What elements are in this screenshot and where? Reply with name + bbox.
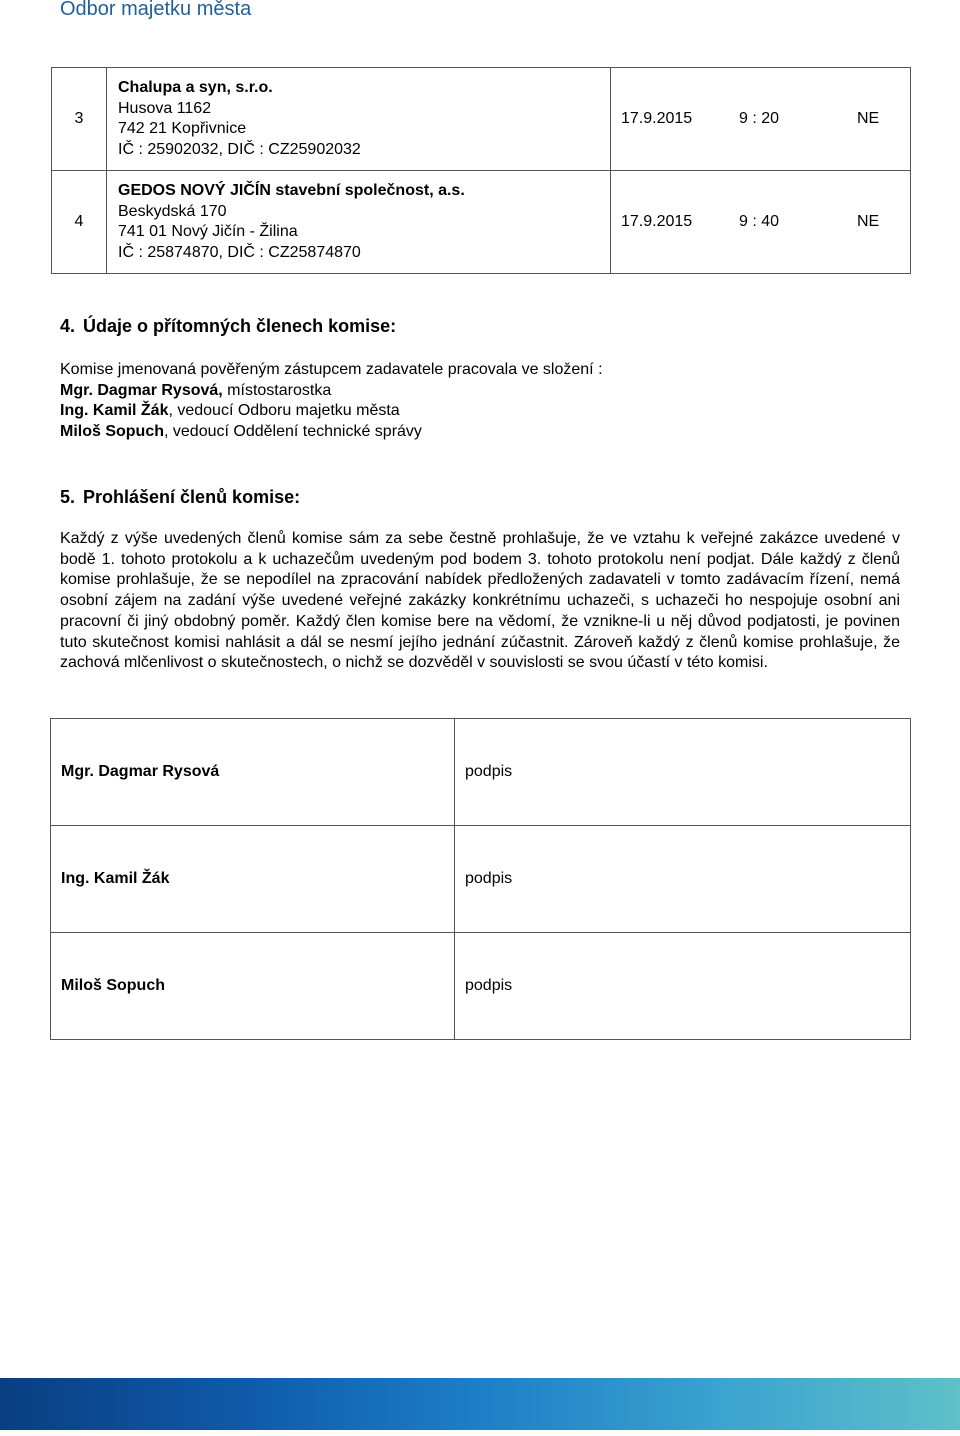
table-row [51, 826, 911, 933]
bidder-time: 9 : 20 [739, 110, 780, 127]
bidders-table [51, 67, 911, 274]
bidder-company-name: Chalupa a syn, s.r.o. [118, 79, 273, 96]
signatory-name: Miloš Sopuch [51, 933, 455, 1040]
signatory-name: Ing. Kamil Žák [51, 826, 455, 933]
section-number: 5. [60, 487, 76, 507]
bidder-info [107, 68, 611, 171]
signatory-name: Mgr. Dagmar Rysová [51, 719, 455, 826]
bidder-address-line2: 741 01 Nový Jičín - Žilina [118, 223, 298, 240]
member-role: místostarostka [222, 381, 332, 399]
signature-field: podpis [455, 933, 911, 1040]
signature-field: podpis [455, 719, 911, 826]
bidder-flag: NE [857, 110, 880, 127]
signature-table [50, 718, 911, 1040]
table-row [51, 933, 911, 1040]
signature-field: podpis [455, 826, 911, 933]
bidder-time: 9 : 40 [739, 213, 780, 230]
bidder-ids: IČ : 25874870, DIČ : CZ25874870 [118, 243, 361, 261]
member-name: Mgr. Dagmar Rysová, [60, 381, 223, 399]
footer-decorative-bar [0, 1378, 960, 1430]
section-title: Údaje o přítomných členech komise: [83, 316, 397, 336]
bidder-submission [611, 68, 911, 171]
section-declaration [60, 487, 900, 674]
bidder-submission [611, 171, 911, 274]
section-heading [60, 316, 900, 337]
bidder-ids: IČ : 25902032, DIČ : CZ25902032 [118, 140, 361, 158]
bidder-company-name: GEDOS NOVÝ JIČÍN stavební společnost, a.s. [118, 182, 465, 199]
bidder-address-line1: Beskydská 170 [118, 202, 227, 220]
bidder-address-line2: 742 21 Kopřivnice [118, 120, 247, 137]
table-row [52, 171, 911, 274]
page-header-title: Odbor majetku města [60, 0, 252, 20]
table-row [51, 719, 911, 826]
bidder-date: 17.9.2015 [621, 110, 693, 127]
bidder-info [107, 171, 611, 274]
bidder-number: 3 [52, 68, 107, 171]
member-line [60, 401, 900, 422]
member-role: , vedoucí Oddělení technické správy [164, 423, 422, 441]
bidder-flag: NE [857, 213, 880, 230]
declaration-text: Každý z výše uvedených členů komise sám za sebe čestně prohlašuje, že ve vztahu k veřejné zakázce uvedené v bodě 1. tohoto protokolu a k uchazečům uvedeným pod bodem 3. tohoto protokolu není podjat. Dále každý z členů komise prohlašuje, že se nepodílel na zpracování nabídek předložených zadavateli v tomto zadávacím řízení, nemá osobní zájem na zadání výše uvedené veřejné zakázky konkrétnímu uchazeči, s uchazeči ho nespojuje osobní ani pracovní či jiný obdobný poměr. Každý člen komise bere na vědomí, že vznikne-li u něj důvod podjatosti, je povinen tuto skutečnost komisi nahlásit a dál se nesmí jejího jednání zúčastnit. Zároveň každý z členů komise prohlašuje, že zachová mlčenlivost o skutečnostech, o nichž se dozvěděl v souvislosti se svou účastí v této komisi. [60, 530, 900, 672]
member-name: Miloš Sopuch [60, 423, 164, 441]
bidder-date: 17.9.2015 [621, 213, 693, 230]
member-line [60, 381, 900, 402]
bidder-address-line1: Husova 1162 [118, 99, 212, 117]
bidder-number: 4 [52, 171, 107, 274]
section-title: Prohlášení členů komise: [83, 487, 301, 507]
section-members [60, 316, 900, 443]
member-name: Ing. Kamil Žák [60, 402, 169, 420]
table-row [52, 68, 911, 171]
member-role: , vedoucí Odboru majetku města [168, 402, 400, 420]
section-heading [60, 487, 900, 508]
member-line [60, 422, 900, 443]
members-intro: Komise jmenovaná pověřeným zástupcem zadavatele pracovala ve složení : [60, 361, 603, 378]
section-number: 4. [60, 316, 76, 336]
